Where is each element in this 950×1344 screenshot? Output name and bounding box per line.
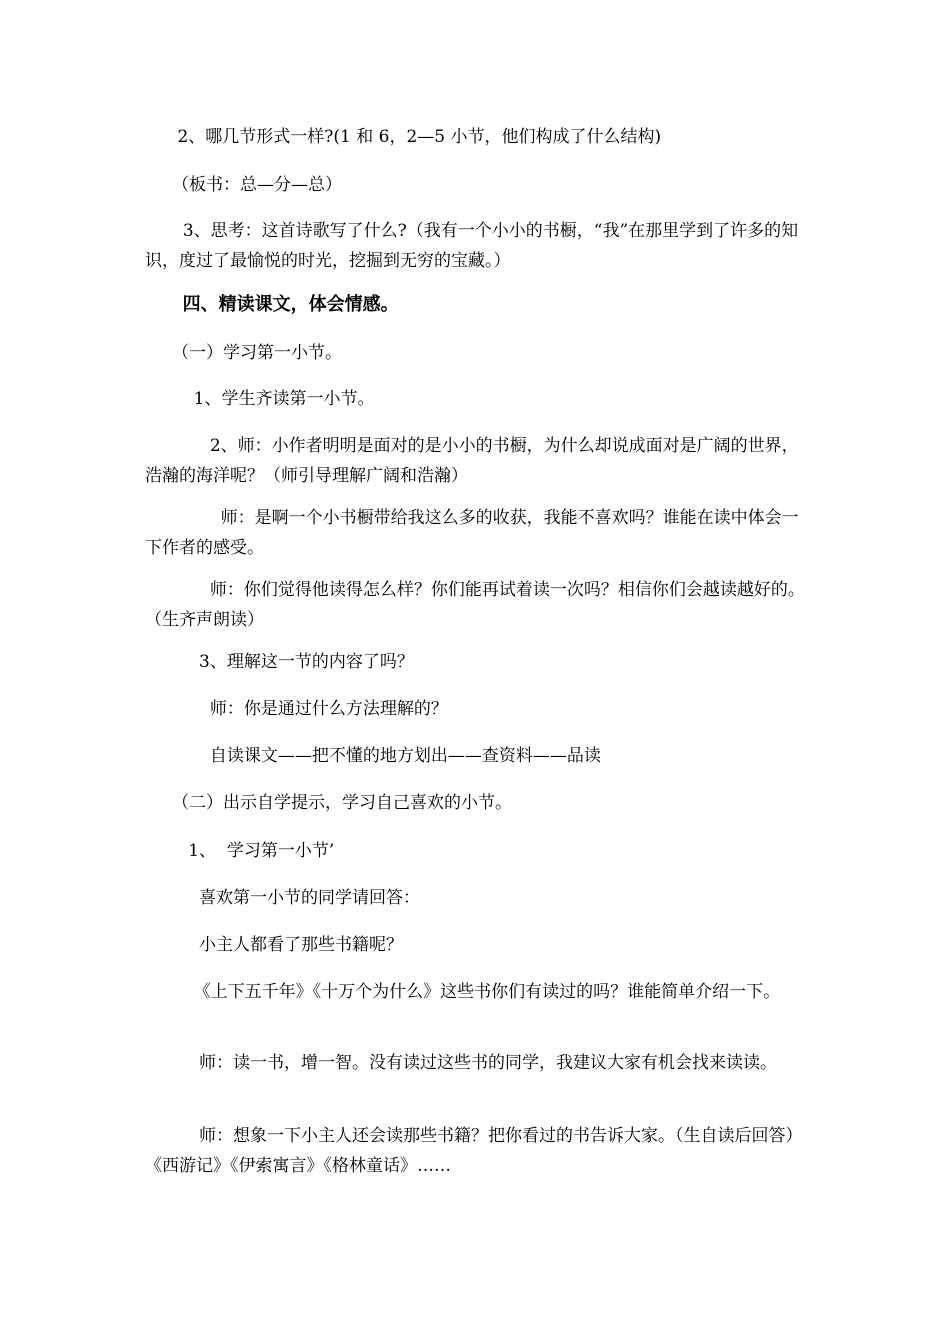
paragraph-understand: 3、理解这一节的内容了吗？	[145, 652, 414, 672]
paragraph-read-one-book: 师：读一书，增一智。没有读过这些书的同学，我建议大家有机会找来读读。	[145, 1053, 778, 1073]
paragraph-teacher-method: 师：你是通过什么方法理解的？	[145, 699, 448, 719]
paragraph-book-titles: 《上下五千年》《十万个为什么》这些书你们有读过的吗？谁能简单介绍一下。	[145, 982, 781, 1002]
subsection-2-heading: （二）出示自学提示，学习自己喜欢的小节。	[145, 793, 513, 813]
paragraph-teacher-reread: 师：你们觉得他读得怎么样？你们能再试着读一次吗？相信你们会越读越好的。（生齐声朗读）	[145, 580, 805, 630]
paragraph-read-aloud: 1、学生齐读第一小节。	[145, 389, 375, 409]
paragraph-blackboard: （板书：总—分—总）	[145, 175, 343, 195]
paragraph-imagine-books: 师：想象一下小主人还会读那些书籍？把你看过的书告诉大家。（生自读后回答）《西游记》《伊索寓言》《格林童话》……	[145, 1126, 803, 1176]
paragraph-teacher-question: 2、师：小作者明明是面对的是小小的书橱，为什么却说成面对是广阔的世界，浩瀚的海洋呢？（师引导理解广阔和浩瀚）	[145, 436, 799, 486]
paragraph-learn-first: 1、 学习第一小节’	[145, 841, 335, 861]
paragraph-like-first: 喜欢第一小节的同学请回答：	[145, 888, 421, 908]
paragraph-which-books: 小主人都看了那些书籍呢？	[145, 935, 404, 955]
paragraph-method-steps: 自读课文——把不懂的地方划出——查资料——品读	[145, 746, 601, 766]
paragraph-teacher-harvest: 师：是啊一个小书橱带给我这么多的收获，我能不喜欢吗？谁能在读中体会一下作者的感受。	[145, 508, 799, 558]
section-heading-4: 四、精读课文，体会情感。	[145, 294, 399, 315]
paragraph-q3-think: 3、思考：这首诗歌写了什么?（我有一个小小的书橱，“我”在那里学到了许多的知识，度过了最愉悦的时光，挖掘到无穷的宝藏。）	[145, 221, 799, 271]
paragraph-q2-structure: 2、哪几节形式一样?(1 和 6，2—5 小节，他们构成了什么结构)	[145, 127, 662, 147]
subsection-1-heading: （一）学习第一小节。	[145, 343, 343, 363]
